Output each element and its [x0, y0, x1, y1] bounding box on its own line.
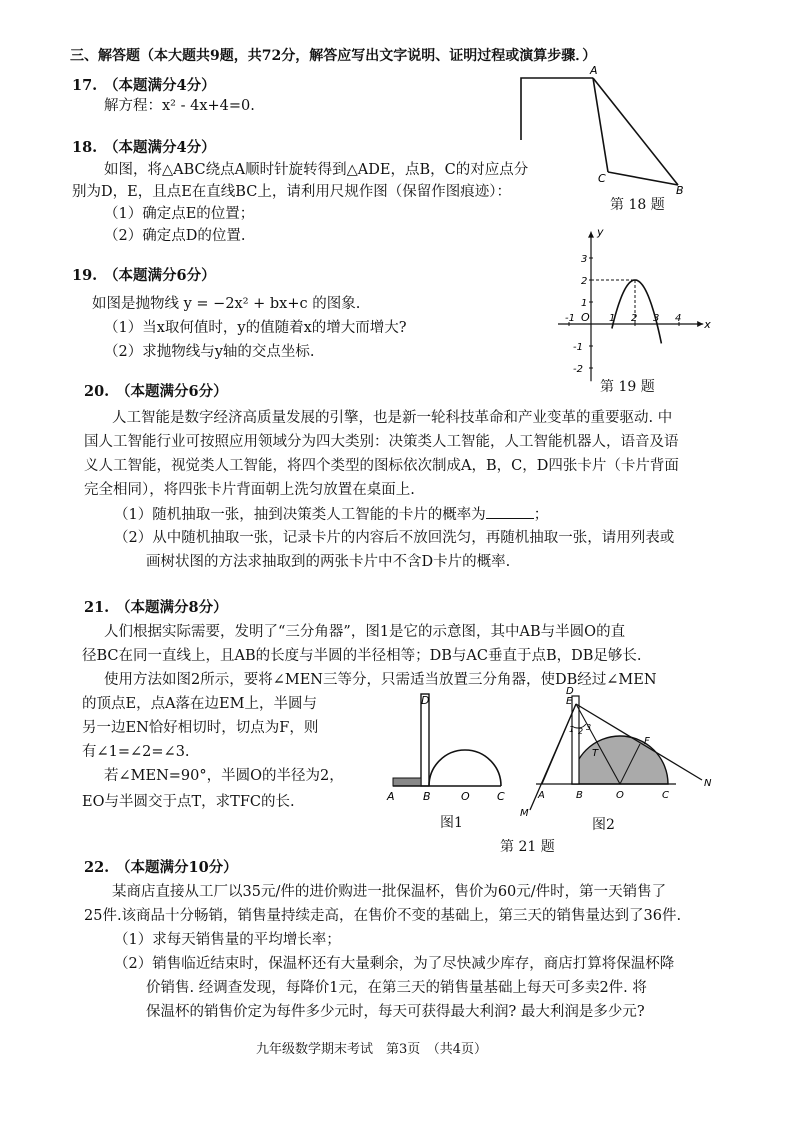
q21-fig2-caption: 图2	[592, 817, 615, 833]
q19-parabola-curve	[612, 280, 662, 343]
q21-line3: 使用方法如图2所示，要将∠MEN三等分，只需适当放置三分角器，使DB经过∠MEN	[104, 672, 657, 688]
q20-score: （本题满分6分）	[116, 383, 228, 400]
q18-score: （本题满分4分）	[104, 139, 216, 156]
q20-line4: 完全相同），将四张卡片背面朝上洗匀放置在桌面上.	[84, 482, 415, 498]
section-header: 三、解答题（本大题共9题，共72分，解答应写出文字说明、证明过程或演算步骤．）	[70, 48, 597, 64]
q19-x-tick: 3	[653, 313, 660, 324]
q18-label-c: C	[598, 172, 606, 185]
q19-x-tick: 4	[675, 313, 682, 324]
q21-caption: 第 21 题	[500, 839, 555, 855]
q21-fig2-label-d: D	[566, 686, 574, 697]
q21-figure2	[516, 686, 716, 820]
q21-fig2-angle-1: 1	[569, 725, 575, 734]
q22-line1: 某商店直接从工厂以35元/件的进价购进一批保温杯，售价为60元/件时，第一天销售了	[112, 884, 667, 900]
q21-fig1-semicircle	[429, 750, 501, 786]
q18-side-bc	[608, 172, 678, 185]
q21-fig2-label-o: O	[616, 790, 624, 801]
q19-y-tick: -1	[573, 342, 583, 353]
q22-line2: 25件.该商品十分畅销，销售量持续走高，在售价不变的基础上，第三天的销售量达到了36件.	[84, 908, 682, 924]
q19-x-tick: 1	[609, 313, 616, 324]
q19-item1: （1）当x取何值时，y的值随着x的增大而增大?	[104, 320, 407, 336]
q20-item1-end: ；	[533, 507, 549, 523]
q21-fig2-label-a: A	[538, 790, 545, 801]
q18-number: 18.	[72, 139, 98, 156]
q18-line2: 别为D，E，且点E在直线BC上，请利用尺规作图（保留作图痕迹）：	[72, 184, 512, 200]
q21-line5: 另一边EN恰好相切时，切点为F，则	[82, 720, 319, 736]
q21-fig1-label-b: B	[423, 790, 431, 803]
q22-item1: （1）求每天销售量的平均增长率；	[114, 932, 341, 948]
q19-x-label: x	[704, 318, 711, 331]
q20-number: 20.	[84, 383, 110, 400]
q17-score: （本题满分4分）	[104, 77, 216, 94]
q20-item2-line1: （2）从中随机抽取一张，记录卡片的内容后不放回洗匀，再随机抽取一张，请用列表或	[114, 530, 675, 546]
q19-y-label: y	[597, 225, 604, 239]
q19-x-tick: 2	[631, 313, 638, 324]
q18-label-b: B	[676, 184, 684, 197]
q21-fig2-label-c: C	[662, 790, 669, 801]
q19-y-tick: 1	[581, 298, 588, 309]
q22-item2-line1: （2）销售临近结束时，保温杯还有大量剩余，为了尽快减少库存，商店打算将保温杯降	[114, 956, 675, 972]
q21-fig1-ruler	[421, 694, 429, 786]
q20-line3: 义人工智能，视觉类人工智能，将四个类型的图标依次制成A，B，C，D四张卡片（卡片背面	[84, 458, 679, 474]
q18-figure	[518, 60, 698, 200]
q21-fig2-segment-ea	[542, 704, 576, 784]
q19-y-tick: 2	[581, 276, 588, 287]
q17-equation: 解方程：x² - 4x+4=0.	[104, 98, 255, 114]
page-footer: 九年级数学期末考试 第3页 （共4页）	[256, 1042, 488, 1057]
q21-fig1-label-d: D	[421, 694, 430, 707]
q21-fig2-angle-2: 2	[578, 727, 584, 736]
q18-label-a: A	[590, 64, 598, 77]
q21-fig1-caption: 图1	[440, 815, 463, 831]
q20-line1: 人工智能是数字经济高质量发展的引擎，也是新一轮科技革命和产业变革的重要驱动. 中	[112, 410, 673, 426]
q22-number: 22.	[84, 859, 110, 876]
q19-y-arrow	[588, 232, 594, 238]
q21-fig1-arm	[393, 778, 421, 786]
q20-line2: 国人工智能行业可按照应用领域分为四大类别：决策类人工智能，人工智能机器人，语音及语	[84, 434, 679, 450]
q21-fig2-label-n: N	[704, 778, 712, 789]
q18-side-ab	[593, 78, 678, 185]
q21-fig2-label-b: B	[576, 790, 583, 801]
q19-y-tick: -2	[573, 364, 583, 375]
q19-y-tick: 3	[581, 254, 588, 265]
q21-fig2-label-m: M	[520, 808, 529, 819]
q19-number: 19.	[72, 267, 98, 284]
q19-graph	[555, 218, 715, 378]
q20-item2-line2: 画树状图的方法求抽取到的两张卡片中不含D卡片的概率.	[146, 554, 511, 570]
q19-caption: 第 19 题	[600, 379, 655, 395]
q21-line7: 若∠MEN=90°，半圆O的半径为2，	[104, 768, 344, 784]
q21-line8: EO与半圆交于点T，求TFC的长.	[82, 794, 295, 810]
q19-x-tick: -1	[565, 313, 575, 324]
q20-item1-text: （1）随机抽取一张，抽到决策类人工智能的卡片的概率为	[114, 507, 486, 523]
q19-x-arrow	[697, 321, 703, 327]
q22-score: （本题满分10分）	[116, 859, 238, 876]
q18-item2: （2）确定点D的位置.	[104, 228, 246, 244]
q20-item1	[114, 504, 548, 525]
q21-figure1	[385, 690, 520, 805]
q21-score: （本题满分8分）	[116, 599, 228, 616]
q22-item2-line3: 保温杯的销售价定为每件多少元时，每天可获得最大利润? 最大利润是多少元?	[146, 1004, 645, 1020]
q21-line4: 的顶点E，点A落在边EM上，半圆与	[82, 696, 317, 712]
q19-score: （本题满分6分）	[104, 267, 216, 284]
q18-caption: 第 18 题	[610, 197, 665, 213]
q18-line1: 如图，将△ABC绕点A顺时针旋转得到△ADE，点B，C的对应点分	[104, 162, 529, 178]
q21-number: 21.	[84, 599, 110, 616]
q19-intro: 如图是抛物线 y = −2x² + bx+c 的图象.	[92, 296, 361, 312]
q21-fig2-label-f: F	[644, 736, 650, 747]
q21-fig2-angle-3: 3	[586, 723, 592, 732]
q18-side-ac	[593, 78, 608, 172]
q19-origin-label: O	[581, 311, 590, 324]
q18-figure-frame	[521, 78, 593, 140]
q19-item2: （2）求抛物线与y轴的交点坐标.	[104, 344, 315, 360]
q22-item2-line2: 价销售. 经调查发现，每降价1元，在第三天的销售量基础上每天可多卖2件. 将	[146, 980, 647, 996]
q21-fig1-label-o: O	[461, 790, 470, 803]
q21-fig1-label-a: A	[387, 790, 395, 803]
q17-number: 17.	[72, 77, 98, 94]
q21-fig2-semicircle	[572, 736, 668, 784]
q21-fig2-label-t: T	[592, 748, 599, 759]
q21-fig1-label-c: C	[497, 790, 505, 803]
q21-line1: 人们根据实际需要，发明了“三分角器”，图1是它的示意图，其中AB与半圆O的直	[104, 624, 626, 640]
q18-item1: （1）确定点E的位置；	[104, 206, 255, 222]
q21-line2: 径BC在同一直线上，且AB的长度与半圆的半径相等；DB与AC垂直于点B，DB足够长.	[82, 648, 642, 664]
q20-answer-blank[interactable]	[486, 504, 534, 519]
q21-fig2-label-e: E	[566, 696, 573, 707]
q21-line6: 有∠1=∠2=∠3.	[82, 744, 190, 760]
